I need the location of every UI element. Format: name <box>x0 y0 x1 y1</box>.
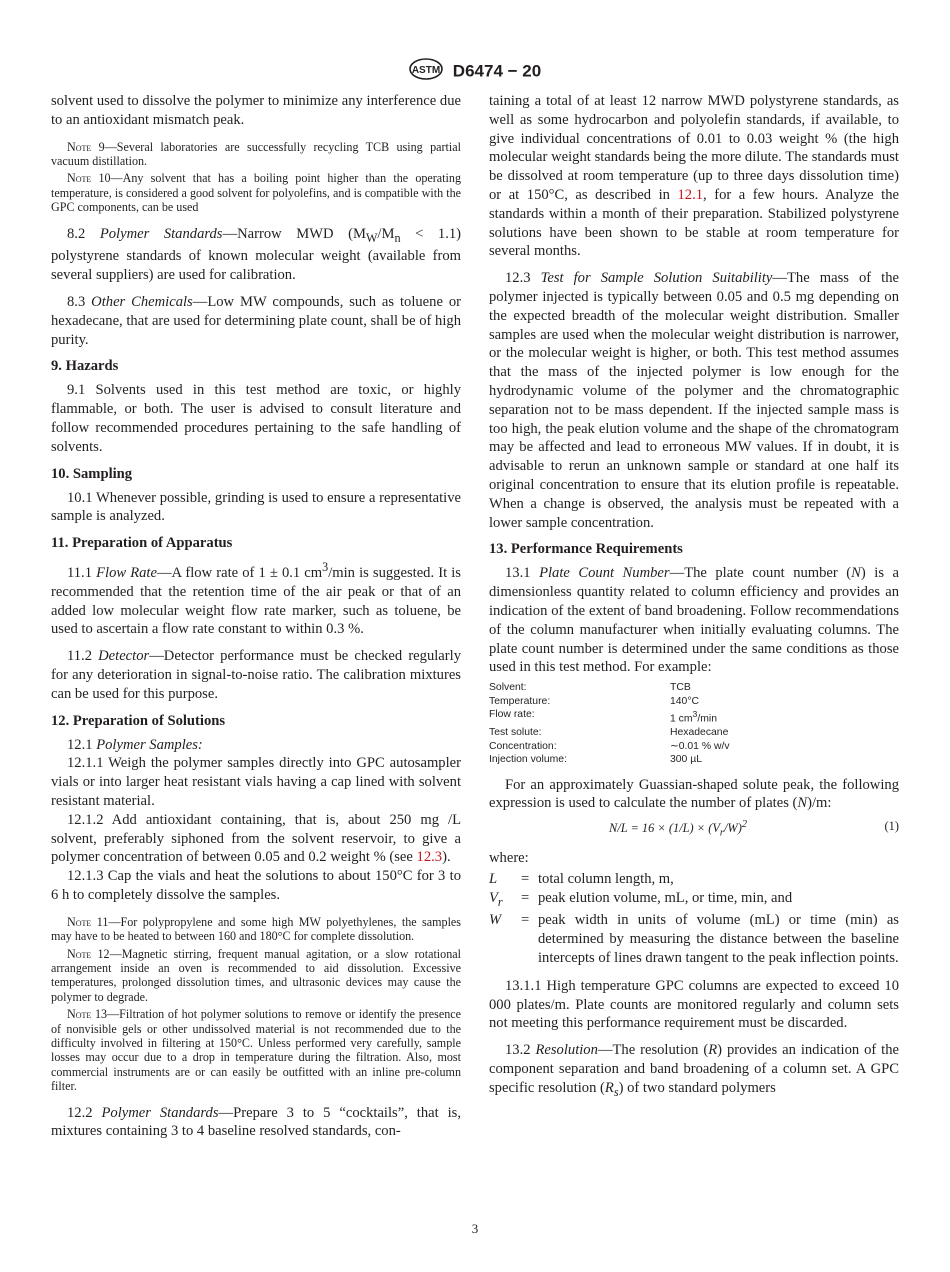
note-13: Note 13—Filtration of hot polymer solutions to remove or identify the presence of nonvisible gels or other undissolved material is not recommended due to the difficulty involved in filtering at 150°C. Unless performed very carefully, sample losses may occur due to a drop in temperature during the filtration. Also, most commercial instruments are or can easily be outfitted with an inline pre-column filter. <box>51 1007 461 1094</box>
astm-logo-icon <box>409 58 443 85</box>
svg-text:ASTM: ASTM <box>411 65 440 76</box>
link-12-3[interactable]: 12.3 <box>416 849 443 866</box>
document-code: D6474 − 20 <box>452 61 542 81</box>
heading-hazards: 9. Hazards <box>51 358 119 375</box>
section-11-1: 11.1 Flow Rate—A flow rate of 1 ± 0.1 $cm^3/\min$ is suggested. It is recommended that the retention time of the air peak or that of an added low molecular weight flow rate marker, such as toluene, be used to ascertain a flow rate constant to within 0.3 %. <box>51 560 461 638</box>
note-10: Note 10—Any solvent that has a boiling point higher than the operating temperature, is considered a good solvent for polyolefins, and is compatible with the GPC components, can be used <box>51 171 461 215</box>
table-row: Concentration: ∼0.01 % w/v <box>489 740 730 752</box>
heading-preparation-of-apparatus: 11. Preparation of Apparatus <box>51 535 233 552</box>
where-label: where: <box>489 850 529 867</box>
note-9: Note 9—Several laboratories are successfully recycling TCB using partial vacuum distillation. <box>51 139 461 168</box>
note-11: Note 11—For polypropylene and some high MW polyethylenes, the samples may have to be heated to between 160 and 180°C for complete dissolution. <box>51 914 462 944</box>
section-8-2: 8.2 Polymer Standards—Narrow MWD $(M_W/M_n < 1.1)$ polystyrene standards of known molecular weight (available from several suppliers) are used for calibration. <box>51 225 461 284</box>
right-column <box>489 92 899 1110</box>
table-row: Solvent: TCB <box>489 682 691 694</box>
page-header <box>0 58 950 85</box>
table-row: Flow rate: 1 $cm^3/\min$ <box>489 709 717 725</box>
table-row: Temperature: 140°C <box>489 695 699 707</box>
link-12-1[interactable]: 12.1 <box>677 186 704 203</box>
section-12-2: 12.2 Polymer Standards—Prepare 3 to 5 “cocktails”, that is, mixtures containing 3 to 4 baseline resolved standards, con- <box>51 1104 461 1140</box>
heading-preparation-of-solutions: 12. Preparation of Solutions <box>51 712 226 729</box>
section-13-2: 13.2 Resolution—The resolution (R) provides an indication of the component separation and band broadening of a column set. A GPC specific resolution $(R_s)$ of two standard polymers <box>489 1042 899 1099</box>
page-number: 3 <box>471 1221 479 1236</box>
example-conditions-table <box>489 681 899 766</box>
list-item: L = total column length, m, <box>489 870 674 887</box>
equation-expression: $N/L = 16 \times (1/L) \times (V_r/W)^2$ <box>609 819 748 839</box>
section-12-3: 12.3 Test for Sample Solution Suitability—The mass of the polymer injected is typically between 0.05 and 0.5 mg depending on the expected breadth of the molecular weight distribution. Smaller samples are used when the molecular weight distribution is narrower, or the molecular weight is higher, or both. This test method assumes that the mass of the injected polymer is low enough for the hydrodynamic volume of the polymer and the chromatographic separation not to be mass dependent. If the injected sample mass is too high, the peak elution volume and the shape of the chromatogram may be affected and lead to erroneous MW values. If in doubt, it is advisable to rerun an unknown sample or standard at one half its original concentration to ensure that its elution profile is repeatable. When a change is observed, the analysis must be repeated with a lower sample concentration. <box>489 270 899 531</box>
section-12-1-2: 12.1.2 Add antioxidant containing, that is, about 250 mg /L solvent, preferably siphoned from the solvent reservoir, to give a polymer concentration of between 0.05 and 0.2 weight % (see 12.3). <box>51 811 461 866</box>
paragraph-continuation-right: taining a total of at least 12 narrow MWD polystyrene standards, as well as some hydrocarbon and polyolefin standards, if available, to give individual concentrations of 0.01 to 0.03 weight % (the high molecular weight standards being the more dilute. The standards must be dissolved at room temperature (up to three days dissolution time) or at 150°C, as described in 12.1, for a few hours. Analyze the standards within a month of their preparation. Stabilized polystyrene solutions have been shown to be stable at room temperature for several months. <box>489 93 899 260</box>
note-12: Note 12—Magnetic stirring, frequent manual agitation, or a slow rotational arrangement inside an oven is recommended to aid dissolution. Excessive temperatures, prolonged dissolution times, and ultrasonic devices may cause the polymer to degrade. <box>51 946 461 1004</box>
list-item: W = peak width in units of volume (mL) or time (min) as determined by measuring the distance between the baseline intercepts of lines drawn tangent to the peak inflection points. <box>489 912 899 967</box>
list-item: $V_r$ = peak elution volume, mL, or time, min, and <box>489 889 793 909</box>
section-12-1: 12.1 Polymer Samples: <box>67 736 203 753</box>
section-13-1-1: 13.1.1 High temperature GPC columns are expected to exceed 10 000 plates/m. Plate counts are monitored regularly and column sets not meeting this performance requirement must be discarded. <box>489 977 899 1032</box>
section-8-3: 8.3 Other Chemicals—Low MW compounds, such as toluene or hexadecane, that are used for determining plate count, shall be of high purity. <box>51 293 461 348</box>
equation-number: (1) <box>884 819 899 834</box>
section-10-1: 10.1 Whenever possible, grinding is used to ensure a representative sample is analyzed. <box>51 489 461 525</box>
left-column <box>51 92 461 1149</box>
table-row: Test solute: Hexadecane <box>489 727 729 739</box>
table-row: Injection volume: 300 µL <box>489 754 702 766</box>
paragraph-continuation: solvent used to dissolve the polymer to minimize any interference due to an antioxidant mismatch peak. <box>51 93 461 128</box>
heading-performance-requirements: 13. Performance Requirements <box>489 541 683 558</box>
section-9-1: 9.1 Solvents used in this test method are toxic, or highly flammable, or both. The user is advised to consult literature and follow recommended procedures pertaining to the safe handling of solvents. <box>51 382 461 455</box>
variable-definitions <box>489 870 899 968</box>
equation-1 <box>489 815 899 843</box>
section-12-1-3: 12.1.3 Cap the vials and heat the solutions to about 150°C for 3 to 6 h to completely dissolve the samples. <box>51 868 461 903</box>
section-13-1: 13.1 Plate Count Number—The plate count number (N) is a dimensionless quantity related to column efficiency and provides an indication of the extent of band broadening. Follow recommendations of the column manufacturer when initially evaluating columns. The plate count number is determined under the same conditions as those used in this test method. For example: <box>489 565 899 676</box>
paragraph-guassian: For an approximately Guassian-shaped solute peak, the following expression is used to calculate the number of plates (N)/m: <box>489 776 899 812</box>
section-11-2: 11.2 Detector—Detector performance must be checked regularly for any deterioration in signal-to-noise ratio. The calibration mixtures can be used for this purpose. <box>51 648 461 702</box>
heading-sampling: 10. Sampling <box>51 465 133 482</box>
section-12-1-1: 12.1.1 Weigh the polymer samples directly into GPC autosampler vials or into larger heat resistant vials having a cap lined with solvent resistant material. <box>51 755 461 809</box>
